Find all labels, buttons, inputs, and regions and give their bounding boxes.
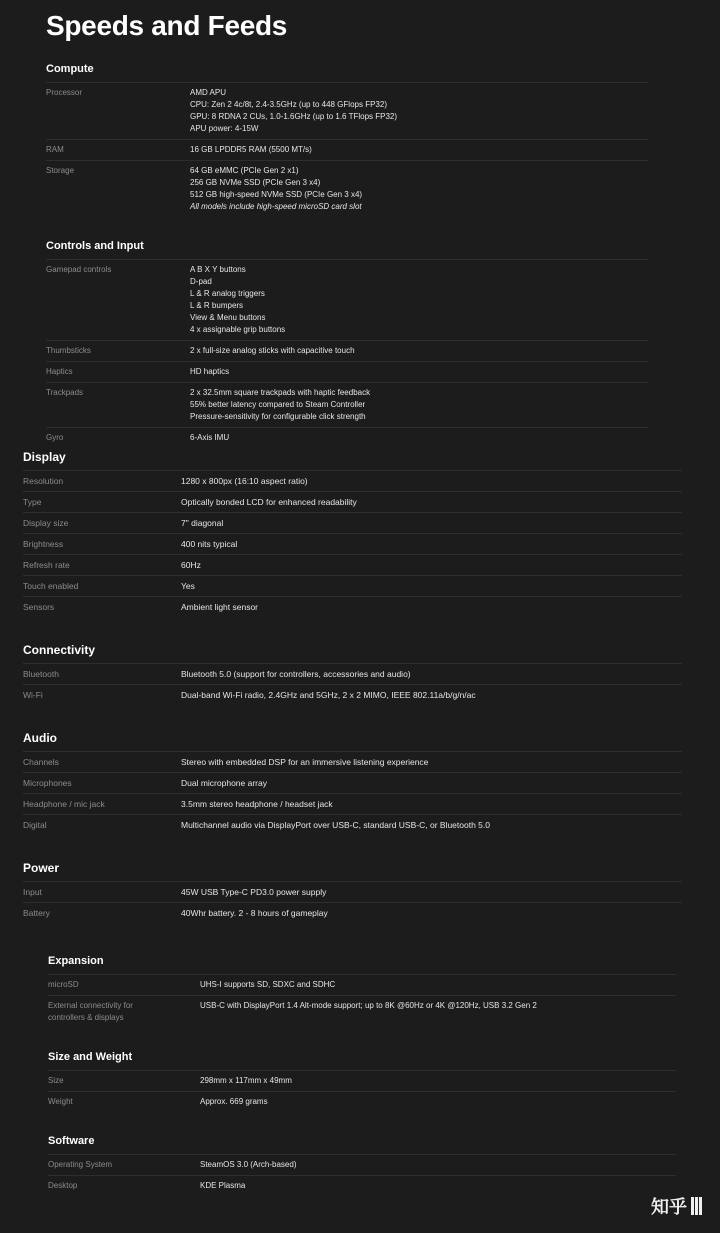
spec-value <box>181 668 682 680</box>
spec-label: Display size <box>23 518 69 528</box>
spec-row <box>48 974 676 995</box>
spec-label: Channels <box>23 757 59 767</box>
spec-value-line: 256 GB NVMe SSD (PCIe Gen 3 x4) <box>190 178 321 187</box>
spec-row <box>23 793 682 814</box>
spec-value-line: CPU: Zen 2 4c/8t, 2.4-3.5GHz (up to 448 GFlops FP32) <box>190 100 387 109</box>
spec-row <box>23 470 682 491</box>
spec-table-audio <box>23 751 682 835</box>
specs-block-expansion-software <box>48 952 676 1196</box>
spec-value <box>200 1096 676 1108</box>
spec-value-line: USB-C with DisplayPort 1.4 Alt-mode support; up to 8K @60Hz or 4K @120Hz, USB 3.2 Gen 2 <box>200 1001 537 1010</box>
section-title-power: Power <box>23 861 60 875</box>
spec-value-line: 400 nits typical <box>181 539 238 549</box>
spec-value <box>190 432 648 444</box>
spec-value-line: Multichannel audio via DisplayPort over USB-C, standard USB-C, or Bluetooth 5.0 <box>181 820 490 830</box>
spec-value <box>190 345 648 357</box>
spec-label: Operating System <box>48 1160 113 1169</box>
spec-label: Brightness <box>23 539 64 549</box>
spec-row <box>23 663 682 684</box>
spec-label-line: controllers & displays <box>48 1013 124 1022</box>
page-title: Speeds and Feeds <box>46 10 288 41</box>
spec-value <box>190 366 648 378</box>
spec-row <box>23 751 682 772</box>
spec-label: Desktop <box>48 1181 78 1190</box>
spec-table-size-weight <box>48 1070 676 1112</box>
spec-value-line: D-pad <box>190 277 212 286</box>
spec-value-line: 6-Axis IMU <box>190 433 230 442</box>
spec-value-line: 3.5mm stereo headphone / headset jack <box>181 799 333 809</box>
spec-table-expansion <box>48 974 676 1028</box>
spec-label: Wi-Fi <box>23 690 43 700</box>
spec-label: Type <box>23 497 42 507</box>
spec-table-compute <box>46 82 648 217</box>
spec-value <box>190 264 648 336</box>
spec-value <box>181 580 682 592</box>
section-title-connectivity: Connectivity <box>23 643 96 657</box>
spec-value <box>190 144 648 156</box>
spec-label: Battery <box>23 908 50 918</box>
spec-value-line: 40Whr battery. 2 - 8 hours of gameplay <box>181 908 328 918</box>
spec-row <box>23 596 682 617</box>
spec-value-line: APU power: 4-15W <box>190 124 259 133</box>
spec-value-line: UHS-I supports SD, SDXC and SDHC <box>200 980 336 989</box>
spec-value <box>181 689 682 701</box>
spec-value <box>181 517 682 529</box>
section-title-display: Display <box>23 450 66 464</box>
spec-value-line: L & R bumpers <box>190 301 244 310</box>
spec-label: Refresh rate <box>23 560 70 570</box>
specs-block-compute-controls <box>46 60 648 448</box>
spec-value <box>200 1075 676 1087</box>
spec-value-line: 16 GB LPDDR5 RAM (5500 MT/s) <box>190 145 312 154</box>
spec-label: Touch enabled <box>23 581 79 591</box>
spec-row <box>23 491 682 512</box>
spec-label: Gyro <box>46 433 64 442</box>
spec-row <box>46 427 648 448</box>
spec-row <box>46 259 648 340</box>
spec-value-line: 7" diagonal <box>181 518 224 528</box>
spec-value-line: 60Hz <box>181 560 201 570</box>
spec-label: Haptics <box>46 367 73 376</box>
spec-label: Input <box>23 887 42 897</box>
spec-row <box>23 512 682 533</box>
spec-value-line: 1280 x 800px (16:10 aspect ratio) <box>181 476 308 486</box>
spec-value-line: 2 x full-size analog sticks with capacitive touch <box>190 346 355 355</box>
spec-value <box>200 1000 676 1024</box>
spec-value <box>181 907 682 919</box>
spec-row <box>46 361 648 382</box>
spec-row <box>46 139 648 160</box>
spec-label: Digital <box>23 820 47 830</box>
spec-value-line: HD haptics <box>190 367 230 376</box>
spec-value-line: Approx. 669 grams <box>200 1097 268 1106</box>
section-title-audio: Audio <box>23 731 57 745</box>
section-title-size-weight: Size and Weight <box>48 1051 133 1063</box>
spec-value-line: GPU: 8 RDNA 2 CUs, 1.0-1.6GHz (up to 1.6 TFlops FP32) <box>190 112 398 121</box>
spec-value-line: Bluetooth 5.0 (support for controllers, accessories and audio) <box>181 669 411 679</box>
spec-label: Headphone / mic jack <box>23 799 105 809</box>
spec-label: Microphones <box>23 778 72 788</box>
spec-row <box>23 554 682 575</box>
spec-row <box>48 1070 676 1091</box>
spec-row <box>48 1154 676 1175</box>
zhihu-watermark <box>651 1193 702 1219</box>
spec-value-line: 4 x assignable grip buttons <box>190 325 286 334</box>
spec-label: Trackpads <box>46 388 84 397</box>
spec-value <box>181 756 682 768</box>
spec-value-line: 2 x 32.5mm square trackpads with haptic feedback <box>190 388 371 397</box>
spec-label: Storage <box>46 166 75 175</box>
spec-row <box>23 533 682 554</box>
spec-value-note: All models include high-speed microSD card slot <box>190 202 362 211</box>
spec-label: Thumbsticks <box>46 346 91 355</box>
spec-label: Bluetooth <box>23 669 59 679</box>
spec-label: Resolution <box>23 476 64 486</box>
spec-table-software <box>48 1154 676 1196</box>
spec-value-line: SteamOS 3.0 (Arch-based) <box>200 1160 297 1169</box>
spec-value-line: View & Menu buttons <box>190 313 266 322</box>
section-title-compute: Compute <box>46 63 94 75</box>
spec-table-controls <box>46 259 648 448</box>
spec-value-line: Optically bonded LCD for enhanced readability <box>181 497 357 507</box>
spec-row <box>23 575 682 596</box>
spec-value-line: 298mm x 117mm x 49mm <box>200 1076 292 1085</box>
spec-value-line: 55% better latency compared to Steam Controller <box>190 400 366 409</box>
spec-value <box>181 819 682 831</box>
spec-value <box>181 538 682 550</box>
spec-table-connectivity <box>23 663 682 705</box>
spec-value-line: Ambient light sensor <box>181 602 259 612</box>
spec-value <box>181 496 682 508</box>
spec-value <box>190 165 648 213</box>
spec-label: Size <box>48 1076 64 1085</box>
spec-label: Processor <box>46 88 83 97</box>
spec-row <box>23 684 682 705</box>
spec-row <box>46 82 648 139</box>
spec-value-line: 512 GB high-speed NVMe SSD (PCIe Gen 3 x4) <box>190 190 363 199</box>
spec-value-line: Yes <box>181 581 195 591</box>
spec-value <box>200 1180 676 1192</box>
spec-row <box>23 881 682 902</box>
spec-label <box>48 1000 200 1024</box>
zhihu-logo-icon <box>691 1197 702 1215</box>
spec-value-line: A B X Y buttons <box>190 265 246 274</box>
spec-value <box>200 1159 676 1171</box>
spec-value <box>181 777 682 789</box>
spec-value-line: 64 GB eMMC (PCIe Gen 2 x1) <box>190 166 299 175</box>
spec-value <box>181 798 682 810</box>
spec-value <box>190 87 648 135</box>
spec-value <box>181 886 682 898</box>
spec-value-line: Pressure-sensitivity for configurable click strength <box>190 412 366 421</box>
spec-label: Sensors <box>23 602 55 612</box>
spec-row <box>23 772 682 793</box>
spec-value-line: KDE Plasma <box>200 1181 246 1190</box>
spec-value <box>181 475 682 487</box>
section-title-expansion: Expansion <box>48 955 104 967</box>
section-title-software: Software <box>48 1135 95 1147</box>
spec-label: Weight <box>48 1097 73 1106</box>
spec-value-line: Dual microphone array <box>181 778 267 788</box>
spec-label-line: External connectivity for <box>48 1001 133 1010</box>
spec-row <box>46 382 648 427</box>
spec-label: RAM <box>46 145 64 154</box>
spec-row <box>48 995 676 1028</box>
spec-value-line: 45W USB Type-C PD3.0 power supply <box>181 887 327 897</box>
spec-value-line: Dual-band Wi-Fi radio, 2.4GHz and 5GHz, 2 x 2 MIMO, IEEE 802.11a/b/g/n/ac <box>181 690 476 700</box>
specs-block-display-power <box>23 448 682 923</box>
spec-row <box>46 160 648 217</box>
spec-value-line: Stereo with embedded DSP for an immersive listening experience <box>181 757 429 767</box>
spec-row <box>46 340 648 361</box>
spec-value <box>181 601 682 613</box>
spec-value <box>181 559 682 571</box>
spec-label: microSD <box>48 980 79 989</box>
spec-row <box>23 902 682 923</box>
spec-row <box>23 814 682 835</box>
section-title-controls: Controls and Input <box>46 240 144 252</box>
watermark-text: 知乎 <box>651 1197 687 1217</box>
spec-value-line: AMD APU <box>190 88 227 97</box>
spec-row <box>48 1175 676 1196</box>
spec-table-display <box>23 470 682 617</box>
spec-table-power <box>23 881 682 923</box>
spec-value-line: L & R analog triggers <box>190 289 265 298</box>
spec-row <box>48 1091 676 1112</box>
spec-value <box>200 979 676 991</box>
spec-value <box>190 387 648 423</box>
spec-label: Gamepad controls <box>46 265 112 274</box>
